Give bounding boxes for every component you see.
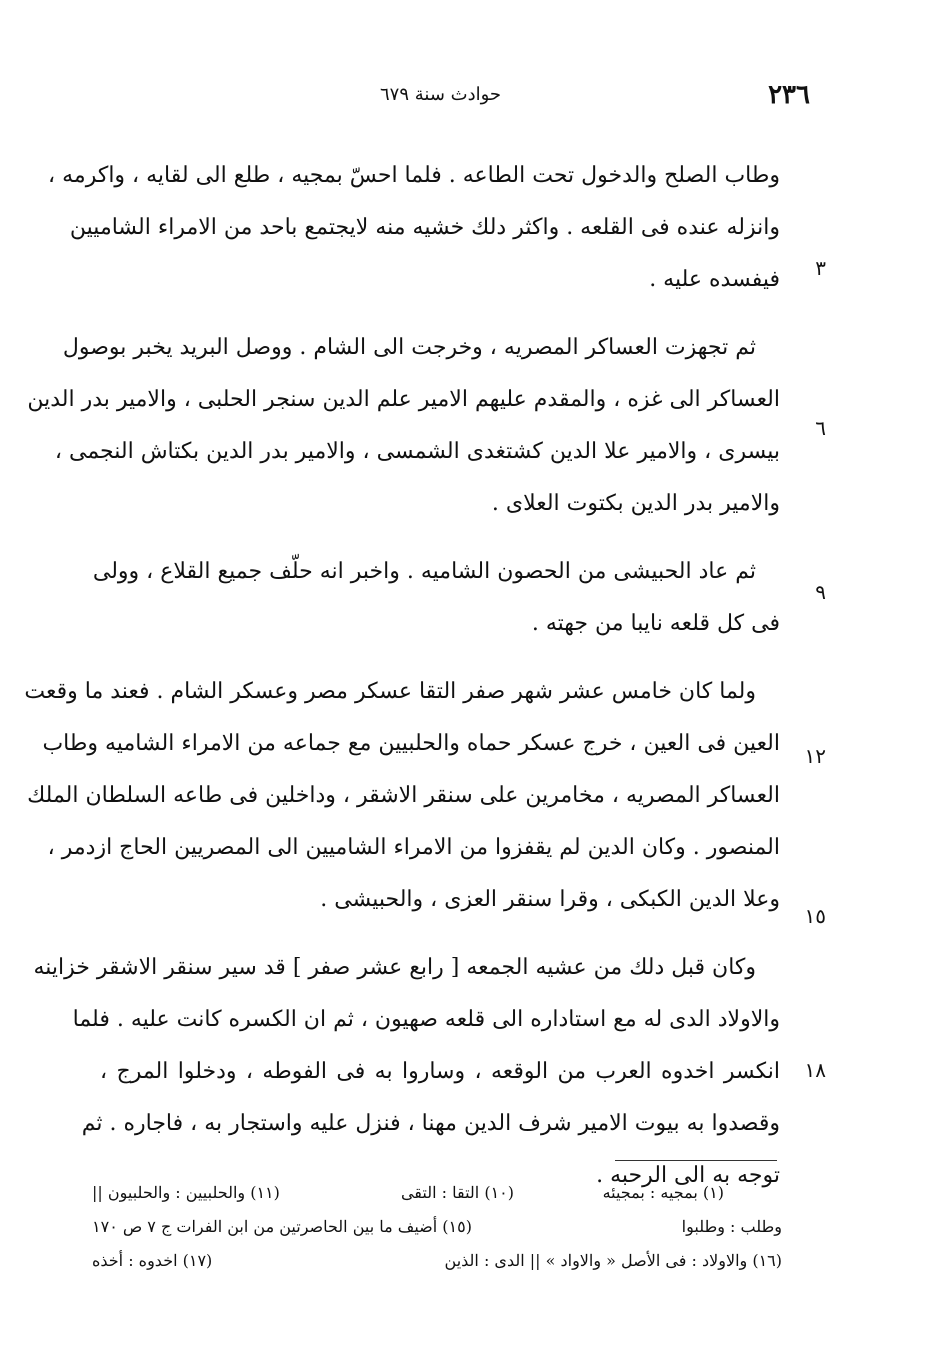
text-line: فى كل قلعه نايبا من جهته .: [531, 611, 780, 636]
text-line: وكان قبل دلك من عشيه الجمعه [ رابع عشر صفر ] قد سير سنقر الاشقر خزاينه: [33, 955, 756, 980]
main-text: [24, 150, 780, 1202]
line-number: ١٨: [804, 1058, 826, 1082]
text-line: والامير بدر الدين بكتوت العلاى .: [491, 491, 780, 516]
text-line: وانزله عنده فى القلعه . واكثر دلك خشيه منه لايجتمع باحد من الامراء الشاميين: [69, 215, 780, 240]
footnote: (١٧) اخدوه : أخذه: [92, 1251, 213, 1270]
footnote: (١٥) أضيف ما بين الحاصرتين من ابن الفرات ج ٧ ص ١٧٠: [92, 1217, 472, 1236]
text-line: فيفسده عليه .: [649, 267, 780, 292]
line-number: ٦: [815, 416, 826, 440]
line-number: ١٥: [804, 904, 826, 928]
footnote-divider: [615, 1160, 777, 1161]
footnote: وطلب : وطلبوا: [681, 1217, 782, 1236]
text-line: وقصدوا به بيوت الامير شرف الدين مهنا ، فنزل عليه واستجار به ، فاجاره . ثم: [81, 1111, 780, 1136]
text-line: العساكر الى غزه ، والمقدم عليهم الامير علم الدين سنجر الحلبى ، والامير بدر الدين: [27, 387, 780, 412]
page-number: ٢٣٦: [768, 80, 810, 110]
footnotes: [92, 1176, 782, 1278]
text-line: بيسرى ، والامير علا الدين كشتغدى الشمسى ، والامير بدر الدين بكتاش النجمى ،: [54, 439, 780, 464]
text-line: انكسر اخدوه العرب من الوقعه ، وساروا به فى الفوطه ، ودخلوا المرج ،: [100, 1059, 780, 1084]
text-line: توجه به الى الرحبه .: [596, 1163, 780, 1188]
line-number: ٩: [815, 580, 826, 604]
page-header: [380, 80, 810, 120]
text-line: المنصور . وكان الدين لم يقفزوا من الامراء الشاميين الى المصريين الحاج ازدمر ،: [47, 835, 780, 860]
running-title: حوادث سنة ٦٧٩: [380, 84, 502, 105]
text-line: وعلا الدين الكبكى ، وقرا سنقر العزى ، والحبيشى .: [320, 887, 780, 912]
text-line: ثم عاد الحبيشى من الحصون الشاميه . واخبر انه حلّف جميع القلاع ، وولى: [92, 559, 756, 584]
footnote: (١١) والحلبيين : والحلبيون ||: [92, 1183, 280, 1202]
text-line: وطاب الصلح والدخول تحت الطاعه . فلما احسّ بمجيه ، طلع الى لقايه ، واكرمه ،: [48, 163, 780, 188]
text-line: ثم تجهزت العساكر المصريه ، وخرجت الى الشام . ووصل البريد يخبر بوصول: [62, 335, 756, 360]
text-line: العساكر المصريه ، مخامرين على سنقر الاشقر ، وداخلين فى طاعه السلطان الملك: [27, 783, 780, 808]
text-line: والاولاد الدى له مع استاداره الى قلعه صهيون ، ثم ان الكسره كانت عليه . فلما: [72, 1007, 780, 1032]
text-line: ولما كان خامس عشر شهر صفر التقا عسكر مصر وعسكر الشام . فعند ما وقعت: [24, 679, 756, 704]
line-number: ١٢: [804, 744, 826, 768]
footnote: (١٠) التقا : التقى: [400, 1183, 514, 1202]
footnote: (١٦) والاولاد : فى الأصل « والاواد » || الدى : الذين: [444, 1251, 782, 1270]
text-line: العين فى العين ، خرج عسكر حماه والحلبيين مع جماعه من الامراء الشاميه وطاب: [42, 731, 780, 756]
line-number: ٣: [815, 256, 826, 280]
footnote: (١) بمجيه : بمجيئه: [602, 1183, 724, 1202]
